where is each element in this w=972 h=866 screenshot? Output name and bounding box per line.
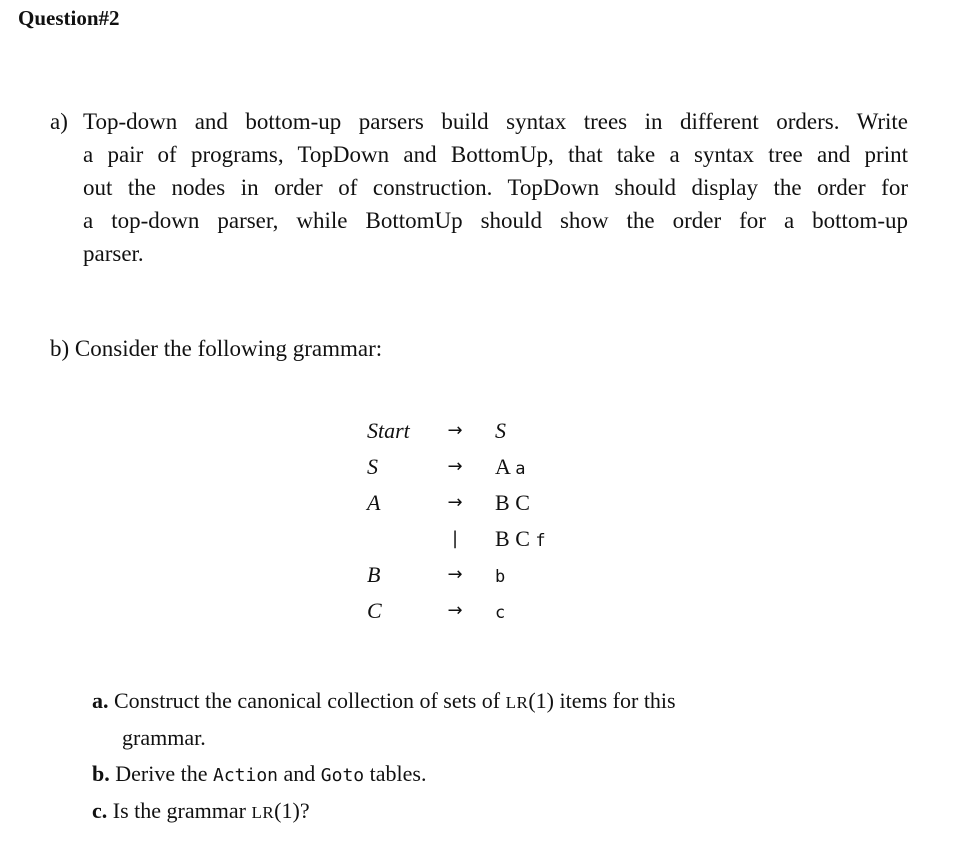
part-b xyxy=(50,336,382,362)
rule-rhs xyxy=(495,413,506,449)
alternative-bar: | xyxy=(451,528,459,549)
task-text: and xyxy=(283,761,316,786)
rule-rhs xyxy=(495,593,505,631)
derives-arrow: → xyxy=(447,600,463,621)
part-a-marker: a) xyxy=(50,109,68,134)
task-label: c. xyxy=(92,798,108,823)
rule-lhs: C xyxy=(367,598,382,623)
action-term: Action xyxy=(212,765,279,786)
rhs-symbol: A xyxy=(495,454,510,479)
part-a-line: out the nodes in order of construction. TopDown should display the order for xyxy=(83,175,908,200)
part-b-marker: b) xyxy=(50,336,70,361)
derives-arrow: → xyxy=(447,420,463,441)
derives-arrow: → xyxy=(447,456,463,477)
part-a-paragraph xyxy=(83,105,908,270)
rhs-terminal: c xyxy=(495,603,506,623)
rule-rhs xyxy=(495,521,546,559)
part-a-line: Top-down and bottom-up parsers build syntax trees in different orders. Write xyxy=(83,109,908,134)
part-a-line: a top-down parser, while BottomUp should show the order for a bottom-up xyxy=(83,208,908,233)
rule-rhs xyxy=(495,485,530,521)
rule-lhs: Start xyxy=(367,418,410,443)
question-heading: Question#2 xyxy=(18,6,120,30)
lr-paren: (1)? xyxy=(274,798,310,823)
task-b xyxy=(92,761,426,787)
derives-arrow: → xyxy=(447,564,463,585)
rhs-symbol: B xyxy=(495,526,510,551)
rule-rhs xyxy=(495,449,525,487)
task-text: items for this xyxy=(559,688,676,713)
task-c xyxy=(92,798,310,824)
grammar-rules xyxy=(367,413,597,633)
rhs-symbol: S xyxy=(495,418,506,443)
task-text: Derive the xyxy=(115,761,208,786)
rule-rhs xyxy=(495,557,505,595)
rule-lhs: S xyxy=(367,454,378,479)
task-text: tables. xyxy=(369,761,427,786)
part-a-line: a pair of programs, TopDown and BottomUp, that take a syntax tree and print xyxy=(83,142,908,167)
task-a-continuation: grammar. xyxy=(122,725,206,750)
task-text: Is the grammar xyxy=(112,798,246,823)
rhs-symbol: B xyxy=(495,490,510,515)
goto-term: Goto xyxy=(320,765,365,786)
task-text: Construct the canonical collection of sets of xyxy=(114,688,501,713)
rhs-terminal: f xyxy=(535,531,546,551)
task-label: b. xyxy=(92,761,110,786)
task-a xyxy=(92,688,676,714)
rhs-terminal: a xyxy=(515,459,526,479)
rhs-symbol: C xyxy=(515,526,530,551)
part-b-intro: Consider the following grammar: xyxy=(74,336,383,361)
lr-term: LR xyxy=(251,803,275,822)
rhs-symbol: C xyxy=(515,490,530,515)
lr-term: LR xyxy=(505,693,529,712)
part-a-line: parser. xyxy=(83,241,144,266)
task-label: a. xyxy=(92,688,109,713)
derives-arrow: → xyxy=(447,492,463,513)
rule-lhs: A xyxy=(367,490,381,515)
rule-lhs: B xyxy=(367,562,381,587)
rhs-terminal: b xyxy=(495,567,506,587)
lr-paren: (1) xyxy=(528,688,554,713)
